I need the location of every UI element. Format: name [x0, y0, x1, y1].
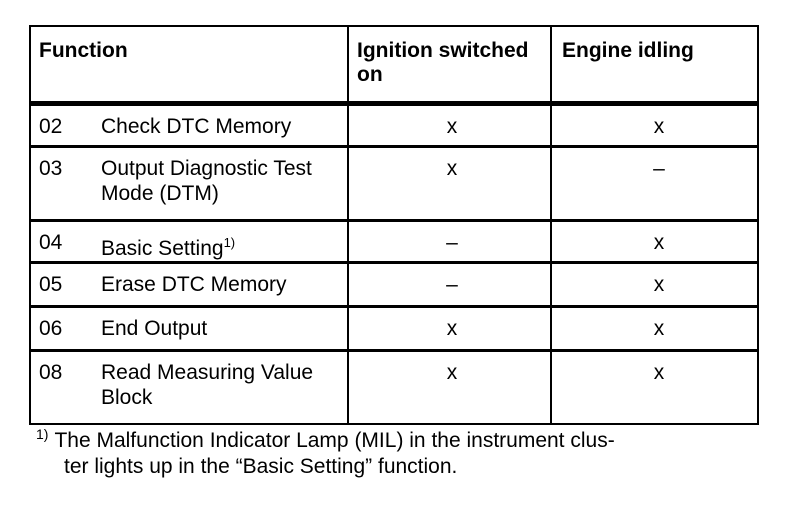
engine-mark: x [653, 231, 665, 254]
table-row [31, 264, 757, 305]
table-row [31, 308, 757, 349]
footnote-reference: 1) [223, 235, 236, 250]
function-name: Check DTC Memory [101, 115, 292, 138]
function-number: 04 [39, 231, 63, 254]
ignition-mark: – [446, 231, 458, 254]
footnote-marker: 1) [36, 426, 49, 442]
table-row [31, 148, 757, 219]
engine-mark: x [653, 273, 665, 296]
function-name: End Output [101, 317, 208, 340]
function-name: Output Diagnostic Test Mode (DTM) [101, 157, 312, 205]
ignition-mark: x [446, 115, 458, 138]
function-number: 08 [39, 361, 63, 384]
ignition-mark: x [446, 317, 458, 340]
footnote-line-1: The Malfunction Indicator Lamp (MIL) in the instrument clus- [54, 429, 615, 452]
engine-mark: x [653, 317, 665, 340]
function-number: 02 [39, 115, 63, 138]
function-number: 05 [39, 273, 63, 296]
ignition-mark: – [446, 273, 458, 296]
engine-mark: x [653, 361, 665, 384]
ignition-mark: x [446, 157, 458, 180]
function-name: Erase DTC Memory [101, 273, 287, 296]
footnote-line-2: ter lights up in the “Basic Setting” function. [64, 455, 458, 478]
function-name-wrap [101, 230, 341, 261]
function-number: 06 [39, 317, 63, 340]
table-row [31, 106, 757, 145]
ignition-mark: x [446, 361, 458, 384]
header-engine: Engine idling [562, 39, 694, 62]
function-table [29, 25, 759, 425]
header-function: Function [39, 39, 128, 62]
footnote [36, 428, 766, 480]
table-row [31, 222, 757, 261]
function-number: 03 [39, 157, 63, 180]
table-row [31, 352, 757, 423]
header-ignition: Ignition switched on [357, 39, 529, 86]
engine-mark: – [653, 157, 665, 180]
engine-mark: x [653, 115, 665, 138]
function-name: Read Measuring Value Block [101, 361, 314, 409]
function-name: Basic Setting [101, 237, 224, 260]
